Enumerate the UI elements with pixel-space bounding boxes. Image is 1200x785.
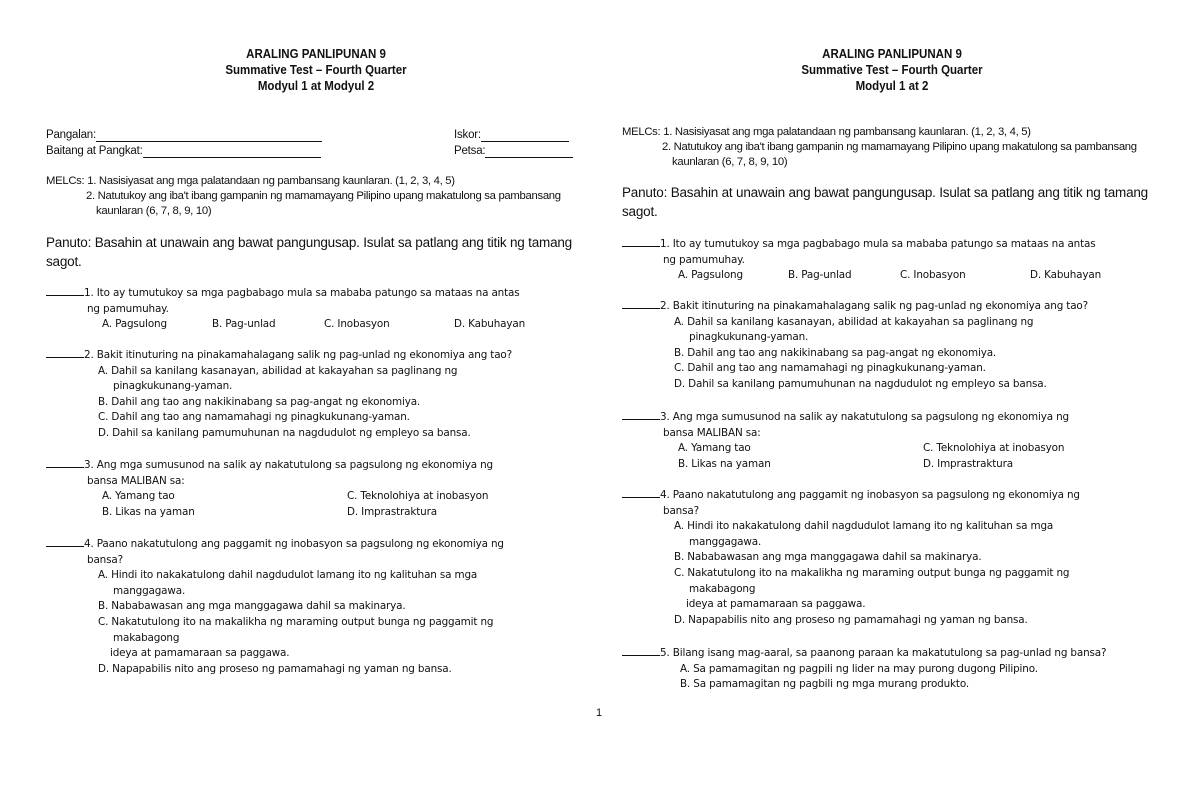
melcs-item2a: 2. Natutukoy ang iba't ibang gampanin ng mamamayang Pilipino upang makatulong sa pambansang: [86, 190, 561, 202]
q5-option-b: B. Sa pamamagitan ng pagbili ng mga murang produkto.: [680, 678, 970, 691]
right-panuto: [622, 183, 1162, 221]
q3-option-c: C. Teknolohiya at inobasyon: [347, 490, 489, 503]
q2-option-a-cont: pinagkukunang-yaman.: [689, 331, 809, 344]
q2-option-a-cont: pinagkukunang-yaman.: [113, 380, 233, 393]
question-1: [46, 285, 576, 333]
panuto-line2: sagot.: [46, 254, 82, 269]
q1-stem2: ng pamumuhay.: [87, 302, 169, 315]
q2-option-d: D. Dahil sa kanilang pamumuhunan na nagdudulot ng empleyo sa bansa.: [98, 426, 471, 439]
grade-field: [46, 145, 321, 158]
q1-option-c: C. Inobasyon: [324, 318, 390, 331]
question-4: [46, 536, 586, 677]
q2-option-d: D. Dahil sa kanilang pamumuhunan na nagdudulot ng empleyo sa bansa.: [674, 377, 1047, 390]
q1-option-d: D. Kabuhayan: [454, 318, 526, 331]
q1-option-a: A. Pagsulong: [102, 318, 167, 331]
q4-option-c-cont: makabagong: [113, 631, 180, 644]
q4-option-c-cont2: ideya at pamamaraan sa paggawa.: [110, 647, 290, 660]
right-title: ARALING PANLIPUNAN 9: [822, 47, 962, 61]
melcs-item2a: 2. Natutukoy ang iba't ibang gampanin ng mamamayang Pilipino upang makatulong sa pambansang: [662, 141, 1137, 153]
left-subtitle: Summative Test – Fourth Quarter: [225, 63, 407, 77]
score-label: Iskor:: [454, 129, 481, 141]
answer-blank[interactable]: [622, 409, 660, 420]
q3-stem1: 3. Ang mga sumusunod na salik ay nakatutulong sa pagsulong ng ekonomiya ng: [84, 459, 493, 471]
melcs-item1: 1. Nasisiyasat ang mga palatandaan ng pambansang kaunlaran. (1, 2, 3, 4, 5): [663, 126, 1031, 138]
q3-option-c: C. Teknolohiya at inobasyon: [923, 442, 1065, 455]
q2-stem: 2. Bakit itinuturing na pinakamahalagang salik ng pag-unlad ng ekonomiya ang tao?: [660, 300, 1089, 312]
name-label: Pangalan:: [46, 129, 96, 141]
page-number: 1: [596, 707, 603, 719]
q4-option-d: D. Napapabilis nito ang proseso ng pamamahagi ng yaman ng bansa.: [674, 613, 1028, 626]
question-4: [622, 487, 1162, 628]
left-title: ARALING PANLIPUNAN 9: [246, 47, 386, 61]
q4-option-b: B. Nababawasan ang mga manggagawa dahil sa makinarya.: [98, 600, 406, 613]
question-2: [622, 298, 1162, 393]
q1-option-b: B. Pag-unlad: [212, 318, 276, 331]
melcs-item1: 1. Nasisiyasat ang mga palatandaan ng pambansang kaunlaran. (1, 2, 3, 4, 5): [87, 175, 455, 187]
q4-option-a-cont: manggagawa.: [689, 535, 762, 548]
q2-option-b: B. Dahil ang tao ang nakikinabang sa pag-angat ng ekonomiya.: [98, 395, 421, 408]
q3-stem2: bansa MALIBAN sa:: [87, 474, 185, 487]
q4-stem2: bansa?: [663, 504, 699, 517]
q3-option-a: A. Yamang tao: [678, 442, 751, 455]
q4-option-a-cont: manggagawa.: [113, 584, 186, 597]
question-3: [46, 457, 586, 520]
left-header: [68, 46, 565, 94]
q4-option-c: C. Nakatutulong ito na makalikha ng maraming output bunga ng paggamit ng: [98, 615, 494, 628]
q3-stem1: 3. Ang mga sumusunod na salik ay nakatutulong sa pagsulong ng ekonomiya ng: [660, 411, 1069, 423]
answer-blank[interactable]: [46, 285, 84, 296]
q4-option-c-cont2: ideya at pamamaraan sa paggawa.: [686, 598, 866, 611]
q3-option-d: D. Imprastraktura: [923, 457, 1013, 470]
q4-stem2: bansa?: [87, 553, 123, 566]
q5-option-a: A. Sa pamamagitan ng pagpili ng lider na may purong dugong Pilipino.: [680, 662, 1038, 675]
q4-option-d: D. Napapabilis nito ang proseso ng pamamahagi ng yaman ng bansa.: [98, 662, 452, 675]
grade-line: [143, 145, 321, 158]
q1-option-b: B. Pag-unlad: [788, 269, 852, 282]
panuto-line2: sagot.: [622, 204, 658, 219]
score-field: [454, 129, 569, 142]
answer-blank[interactable]: [46, 347, 84, 358]
left-module: Modyul 1 at Modyul 2: [257, 79, 375, 93]
panuto-line1: Panuto: Basahin at unawain ang bawat pangungusap. Isulat sa patlang ang titik ng tamang: [46, 235, 572, 250]
right-melcs: [622, 125, 1152, 170]
melcs-label: MELCs:: [622, 126, 661, 138]
q3-option-b: B. Likas na yaman: [678, 457, 771, 470]
q1-stem1: 1. Ito ay tumutukoy sa mga pagbabago mula sa mababa patungo sa mataas na antas: [660, 238, 1096, 250]
right-module: Modyul 1 at 2: [855, 79, 929, 93]
q4-option-a: A. Hindi ito nakakatulong dahil nagdudulot lamang ito ng kalituhan sa mga: [674, 520, 1054, 533]
answer-blank[interactable]: [622, 298, 660, 309]
answer-blank[interactable]: [46, 536, 84, 547]
left-panuto: [46, 233, 586, 271]
q2-option-b: B. Dahil ang tao ang nakikinabang sa pag-angat ng ekonomiya.: [674, 346, 997, 359]
answer-blank[interactable]: [622, 645, 660, 656]
question-5: [622, 645, 1162, 693]
grade-label: Baitang at Pangkat:: [46, 145, 143, 157]
q1-option-c: C. Inobasyon: [900, 269, 966, 282]
q3-option-a: A. Yamang tao: [102, 490, 175, 503]
q3-option-b: B. Likas na yaman: [102, 505, 195, 518]
q2-stem: 2. Bakit itinuturing na pinakamahalagang salik ng pag-unlad ng ekonomiya ang tao?: [84, 349, 513, 361]
score-line: [481, 129, 569, 142]
q2-option-a: A. Dahil sa kanilang kasanayan, abilidad at kakayahan sa paglinang ng: [674, 315, 1034, 328]
q3-stem2: bansa MALIBAN sa:: [663, 426, 761, 439]
right-header: [644, 46, 1141, 94]
melcs-item2b: kaunlaran (6, 7, 8, 9, 10): [672, 156, 788, 168]
melcs-item2b: kaunlaran (6, 7, 8, 9, 10): [96, 205, 212, 217]
q1-option-a: A. Pagsulong: [678, 269, 743, 282]
q4-option-c: C. Nakatutulong ito na makalikha ng maraming output bunga ng paggamit ng: [674, 566, 1070, 579]
date-field: [454, 145, 573, 158]
question-2: [46, 347, 586, 442]
melcs-label: MELCs:: [46, 175, 85, 187]
panuto-line1: Panuto: Basahin at unawain ang bawat pangungusap. Isulat sa patlang ang titik ng tamang: [622, 185, 1148, 200]
q4-option-c-cont: makabagong: [689, 582, 756, 595]
q1-stem2: ng pamumuhay.: [663, 253, 745, 266]
q1-stem1: 1. Ito ay tumutukoy sa mga pagbabago mula sa mababa patungo sa mataas na antas: [84, 287, 520, 299]
date-label: Petsa:: [454, 145, 486, 157]
name-field: [46, 129, 322, 142]
name-line: [96, 129, 322, 142]
question-3: [622, 409, 1162, 472]
q2-option-c: C. Dahil ang tao ang namamahagi ng pinagkukunang-yaman.: [674, 362, 986, 375]
q4-stem1: 4. Paano nakatutulong ang paggamit ng inobasyon sa pagsulong ng ekonomiya ng: [660, 489, 1080, 501]
q1-option-d: D. Kabuhayan: [1030, 269, 1102, 282]
q5-stem: 5. Bilang isang mag-aaral, sa paanong paraan ka makatutulong sa pag-unlad ng bansa?: [660, 647, 1107, 659]
answer-blank[interactable]: [622, 487, 660, 498]
q4-option-b: B. Nababawasan ang mga manggagawa dahil sa makinarya.: [674, 551, 982, 564]
q2-option-a: A. Dahil sa kanilang kasanayan, abilidad at kakayahan sa paglinang ng: [98, 364, 458, 377]
q2-option-c: C. Dahil ang tao ang namamahagi ng pinagkukunang-yaman.: [98, 411, 410, 424]
left-melcs: [46, 174, 576, 219]
answer-blank[interactable]: [622, 236, 660, 247]
right-subtitle: Summative Test – Fourth Quarter: [801, 63, 983, 77]
q4-stem1: 4. Paano nakatutulong ang paggamit ng inobasyon sa pagsulong ng ekonomiya ng: [84, 538, 504, 550]
q3-option-d: D. Imprastraktura: [347, 505, 437, 518]
q4-option-a: A. Hindi ito nakakatulong dahil nagdudulot lamang ito ng kalituhan sa mga: [98, 569, 478, 582]
date-line: [485, 145, 573, 158]
question-1: [622, 236, 1152, 284]
answer-blank[interactable]: [46, 457, 84, 468]
